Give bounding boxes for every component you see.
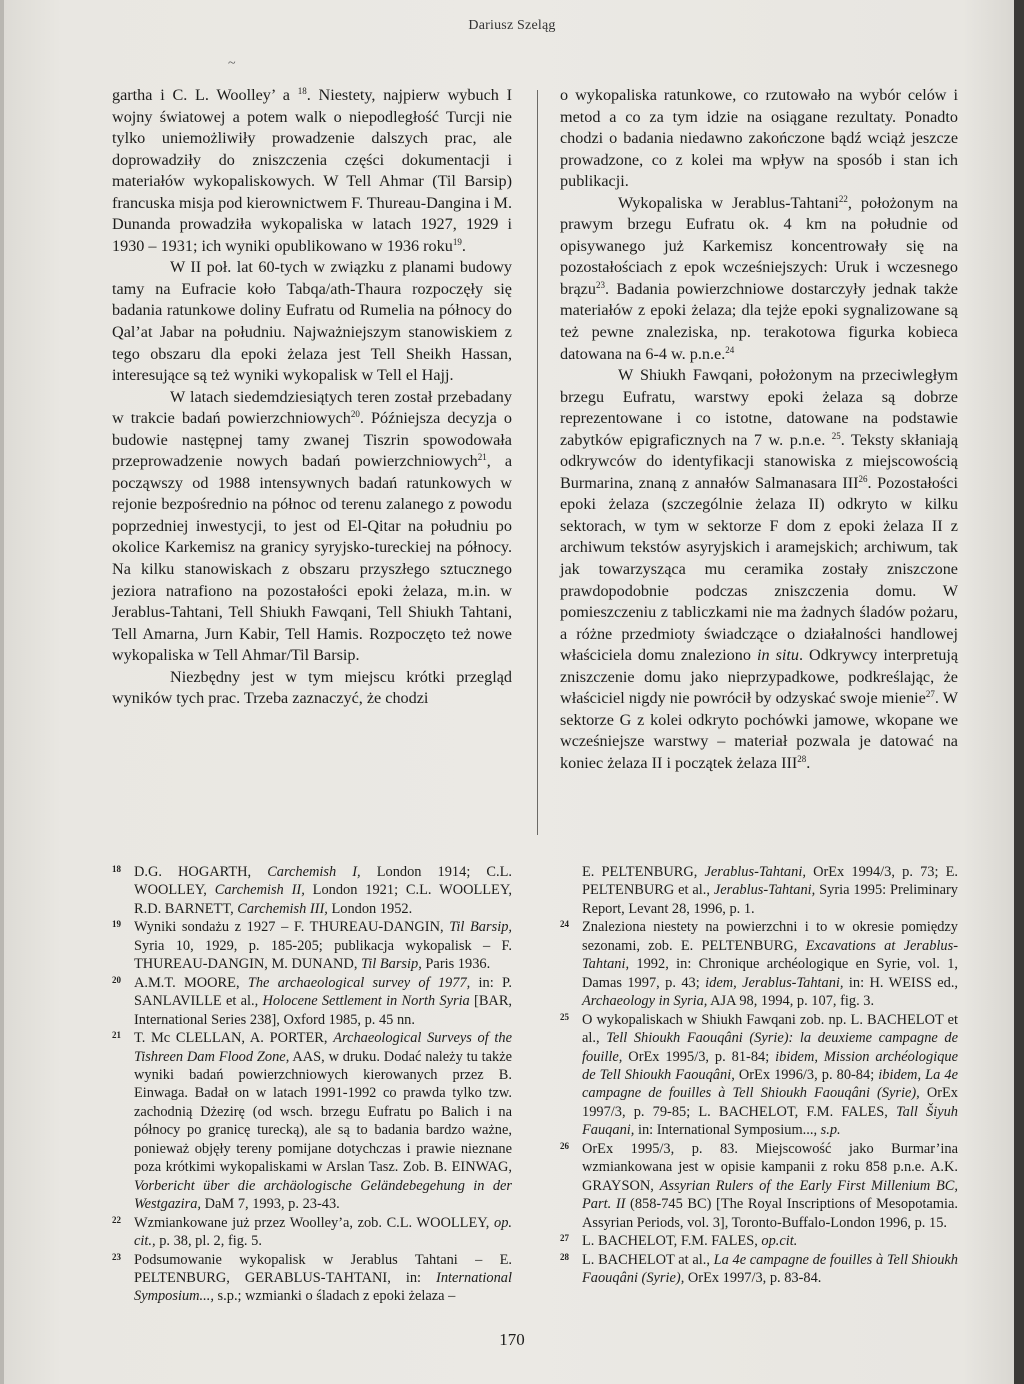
stray-mark: ~ (228, 56, 236, 71)
footnote (560, 863, 958, 918)
footnote (560, 1140, 958, 1232)
footnotes-left (112, 863, 512, 1306)
footnote-text: Wyniki sondażu z 1927 – F. THUREAU-DANGIN, Til Barsip, Syria 10, 1929, p. 185-205; publikacja wykopalisk – F. THUREAU-DANGIN, M. DUNAND, Til Barsip, Paris 1936. (134, 919, 512, 973)
footnote-text: Znaleziona niestety na powierzchni i to w okresie pomiędzy sezonami, zob. E. PELTENBURG, Excavations at Jerablus-Tahtani, 1992, in: Chronique archéologique en Syrie, vol. 1, Damas 1997, p. 43; idem, Jerablus-Tahtani, in: H. WEISS ed., Archaeology in Syria, AJA 98, 1994, p. 107, fig. 3. (582, 919, 959, 1010)
footnote-number: 26 (560, 1140, 569, 1151)
left-text-column (112, 85, 512, 710)
footnote-number: 27 (560, 1233, 569, 1244)
footnote-text: Wzmiankowane już przez Woolley’a, zob. C.L. WOOLLEY, op. cit., p. 38, pl. 2, fig. 5. (134, 1214, 512, 1250)
footnote-text: L. BACHELOT, F.M. FALES, op.cit. (582, 1233, 798, 1250)
footnotes-right (560, 863, 958, 1287)
paragraph: gartha i C. L. Woolley’ a $^{18}$. Niestety, najpierw wybuch I wojny światowej a potem walk o niepodległość Turcji nie tylko uniemożliwiły prowadzenie dalszych prac, ale doprowadziły do zniszczenia części dokumentacji i materiałów wykopaliskowych. W Tell Ahmar (Til Barsip) francuska misja pod kierownictwem F. Thureau-Dangina i M. Dunanda prowadziła wykopaliska w latach 1927, 1929 i 1930 – 1931; ich wyniki opublikowano w 1936 roku$^{19}$. (112, 86, 512, 255)
footnote (112, 1214, 512, 1251)
footnote-number: 24 (560, 919, 569, 930)
paragraph: o wykopaliska ratunkowe, co rzutowało na wybór celów i metod a co za tym idzie na osiągane rezultaty. Ponadto chodzi o badania niedawno zakończone bądź wciąż jeszcze prowadzone, co z kolei ma wpływ na sposób i stan ich publikacji. (560, 86, 958, 191)
footnote-number: 23 (112, 1251, 121, 1262)
footnote-number: 18 (112, 864, 121, 874)
footnote (112, 863, 512, 918)
footnote (560, 1232, 958, 1250)
footnote-number: 25 (560, 1011, 569, 1022)
footnote-number: 19 (112, 919, 121, 930)
column-divider (537, 90, 538, 835)
left-page-edge (0, 0, 4, 1384)
footnote-text: O wykopaliskach w Shiukh Fawqani zob. np. L. BACHELOT et al., Tell Shioukh Faouqâni (Syrie): la deuxieme campagne de fouille, OrEx 1995/3, p. 81-84; ibidem, Mission archéologique de Tell Shioukh Faouqâni, OrEx 1996/3, p. 80-84; ibidem, La 4e campagne de fouilles à Tell Shioukh Faouqâni (Syrie), OrEx 1997/3, p. 79-85; L. BACHELOT, F.M. FALES, Tall Šiyuh Fauqani, in: International Symposium..., s.p. (582, 1011, 958, 1139)
footnote-text: A.M.T. MOORE, The archaeological survey of 1977, in: P. SANLAVILLE et al., Holocene Settlement in North Syria [BAR, International Series 238], Oxford 1985, p. 45 nn. (134, 974, 513, 1028)
footnote (112, 1029, 512, 1214)
footnote-text: T. Mc CLELLAN, A. PORTER, Archaeological Surveys of the Tishreen Dam Flood Zone, AAS, w druku. Dodać należy tu także wyniki badań powierzchniowych kierowanych przez B. Einwaga. Badał on w latach 1991-1992 co prawda tylko tzw. zachodnią Dżezirę (od wsch. brzegu Eufratu po Balich i na północy po granicę turecką), ale są to badania bardzo ważne, ponieważ objęły tereny pomijane dotychczas i prawie nieznane poza krótkimi wykopaliskami w Arslan Tasz. Zob. B. EINWAG, Vorbericht über die archäologische Geländebegehung in der Westgazira, DaM 7, 1993, p. 23-43. (134, 1030, 512, 1213)
paragraph: W Shiukh Fawqani, położonym na przeciwległym brzegu Eufratu, warstwy epoki żelaza są dobrze reprezentowane i co istotne, datowane na podstawie zabytków epigraficznych na 7 w. p.n.e. $^{25}$. Teksty skłaniają odkrywców do identyfikacji stanowiska z miejscowością Burmarina, znaną z annałów Salmanasara III$^{26}$. Pozostałości epoki żelaza (szczególnie żelaza II) odkryto w kilku sektorach, w tym w sektorze F dom z epoki żelaza II z archiwum tekstów asyryjskich i aramejskich; archiwum, tak jak towarzysząca mu ceramika zostały zniszczone prawdopodobnie podczas zniszczenia domu. W pomieszczeniu z tabliczkami nie ma żadnych śladów pożaru, a różne przedmioty świadczące o działalności handlowej właściciela domu znaleziono in situ. Odkrywcy interpretują zniszczenie domu jako nieprzypadkowe, podkreślając, że właściciel nigdy nie powrócił by odzyskać swoje mienie$^{27}$. W sektorze G z kolei odkryto pochówki jamowe, wkopane we wcześniejsze warstwy – materiał pozwala je datować na koniec żelaza II i początek żelaza III$^{28}$. (560, 366, 959, 772)
paragraph: Wykopaliska w Jerablus-Tahtani$^{22}$, położonym na prawym brzegu Eufratu ok. 4 km na południe od opisywanego już Karkemisz koncentrowały się na pozostałościach z epok wcześniejszych: Uruk i wczesnego brązu$^{23}$. Badania powierzchniowe dostarczyły jednak także materiałów z epoki żelaza; dla tejże epoki sygnalizowane są też pewne znaleziska, np. terakotowa figurka kobieca datowana na 6-4 w. p.n.e.$^{24}$ (560, 193, 958, 363)
page-number: 170 (499, 1330, 525, 1349)
footnote-text: E. PELTENBURG, Jerablus-Tahtani, OrEx 1994/3, p. 73; E. PELTENBURG et al., Jerablus-Tahtani, Syria 1995: Preliminary Report, Levant 28, 1996, p. 1. (582, 864, 958, 917)
footnote-number: 22 (112, 1214, 121, 1225)
paragraph: Niezbędny jest w tym miejscu krótki przegląd wyników tych prac. Trzeba zaznaczyć, że chodzi (112, 667, 512, 708)
footnote-number: 28 (560, 1251, 569, 1262)
right-text-column (560, 85, 958, 775)
footnote (560, 918, 958, 1010)
footnote-text: L. BACHELOT at al., La 4e campagne de fouilles à Tell Shioukh Faouqâni (Syrie), OrEx 1997/3, p. 83-84. (582, 1251, 958, 1286)
footnote (560, 1011, 958, 1140)
footnote-number: 20 (112, 974, 121, 985)
footnote (560, 1251, 958, 1288)
footnote-number: 21 (112, 1030, 121, 1041)
footnote-text: D.G. HOGARTH, Carchemish I, London 1914; C.L. WOOLLEY, Carchemish II, London 1921; C.L. WOOLLEY, R.D. BARNETT, Carchemish III, London 1952. (134, 864, 512, 917)
paragraph: W II poł. lat 60-tych w związku z planami budowy tamy na Eufracie koło Tabqa/ath-Thaura rozpoczęły się badania ratunkowe doliny Eufratu od Rumelia na północy do Qal’at Jabar na południu. Najważniejszym stanowiskiem z tego obszaru dla epoki żelaza jest Tell Sheikh Hassan, interesujące są też wyniki wykopalisk w Tell el Hajj. (112, 258, 512, 385)
footnote-text: OrEx 1995/3, p. 83. Miejscowość jako Burmar’ina wzmiankowana jest w opisie kampanii z roku 858 p.n.e. A.K. GRAYSON, Assyrian Rulers of the Early First Millenium BC, Part. II (858-745 BC) [The Royal Inscriptions of Mesopotamia. Assyrian Periods, vol. 3], Toronto-Buffalo-London 1996, p. 15. (582, 1140, 958, 1231)
right-page-edge (1014, 0, 1024, 1384)
paragraph: W latach siedemdziesiątych teren został przebadany w trakcie badań powierzchniowych$^{20}$. Późniejsza decyzja o budowie następnej tamy zwanej Tiszrin spowodowała przeprowadzenie nowych badań powierzchniowych$^{21}$, a począwszy od 1988 intensywnych badań ratunkowych w rejonie bezpośrednio na północ od terenu zalanego z powodu poprzedniej inwestycji, to jest od El-Qitar na południu po okolice Karkemisz na granicy syryjsko-tureckiej na północy. Na kilku stanowiskach z obszaru przyszłego sztucznego jeziora natrafiono na pozostałości epoki żelaza, m.in. w Jerablus-Tahtani, Tell Shiukh Fawqani, Tell Shiukh Tahtani, Tell Amarna, Jurn Kabir, Tell Hamis. Rozpoczęto też nowe wykopaliska w Tell Ahmar/Til Barsip. (112, 387, 513, 665)
footnote (112, 974, 512, 1029)
footnote (112, 1251, 512, 1306)
footnote (112, 918, 512, 973)
running-head: Dariusz Szeląg (468, 18, 556, 33)
footnote-text: Podsumowanie wykopalisk w Jerablus Tahtani – E. PELTENBURG, GERABLUS-TAHTANI, in: International Symposium..., s.p.; wzmianki o śladach z epoki żelaza – (134, 1251, 512, 1305)
